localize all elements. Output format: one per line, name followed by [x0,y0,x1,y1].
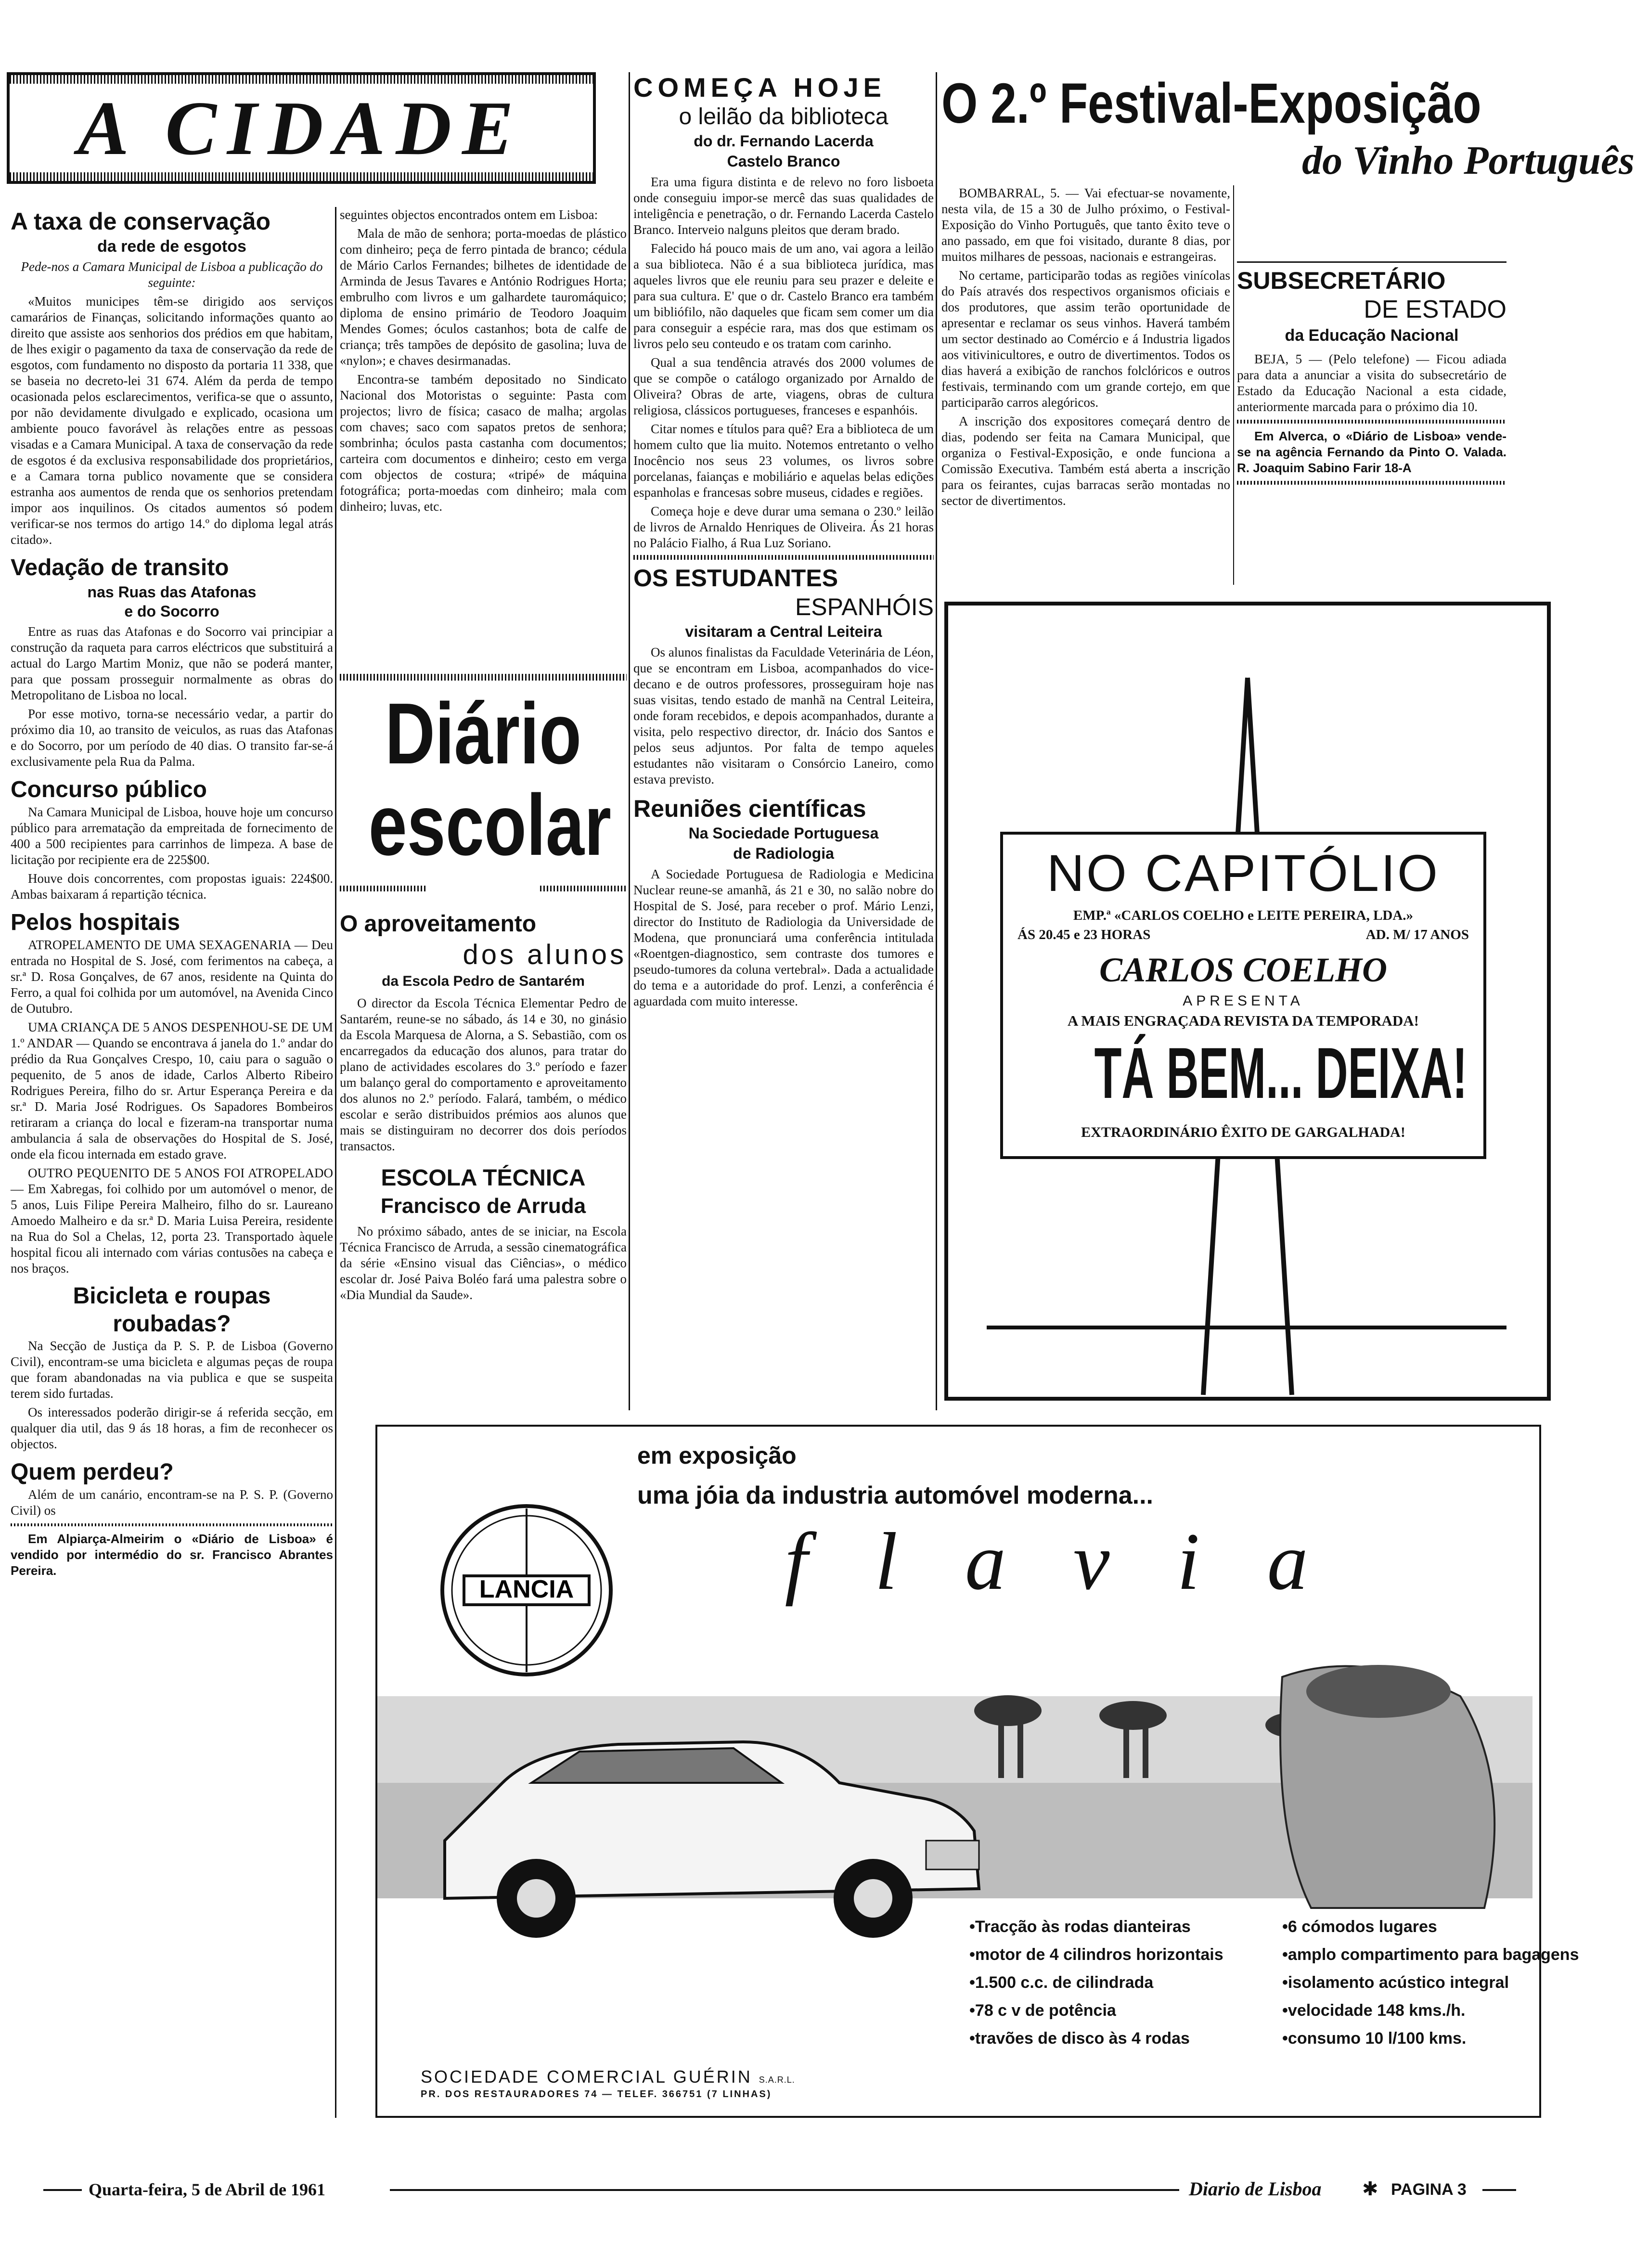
reunioes-subtitle-2: de Radiologia [733,845,834,862]
bicicleta-title-2: roubadas? [113,1311,231,1337]
footer-page: PAGINA 3 [1391,2180,1467,2199]
hospitais-p3: OUTRO PEQUENITO DE 5 ANOS FOI ATROPELADO — Em Xabregas, foi colhido por um automóvel o menor, de 5 anos, Luis Filipe Pereira Malheiro, filho do sr. Laureano Amoedo Malheiro e da sr.ª D. Maria Luisa Pereira, residente na Rua do Sol a Chelas, 12, porta 23. Transportado àquele hospital ficou ali internado com várias contusões na cabeça e nos braços. [11,1166,333,1276]
concurso-p1: Na Camara Municipal de Lisboa, houve hoje um concurso público para arrematação da empreitada de fornecimento de 400 a 500 recipientes para carrinhos de limpeza. A base de licitação por recipiente era de 225$00. [11,805,333,867]
festival-title-1: O 2.º Festival-Exposição [941,72,1481,135]
festival-p1: BOMBARRAL, 5. — Vai efectuar-se novamente, nesta vila, de 15 a 30 de Julho próximo, o Festival-Exposição do Vinho Português, que tanto êxito teve o ano passado, em que foi visitado, durante 8 dias, por muitos milhares de pessoas, nacionais e estrangeiras. [941,186,1230,264]
feature-right: •isolamento acústico integral [1282,1973,1509,1992]
escola-tecnica-title-2: Francisco de Arruda [380,1194,586,1218]
estudantes-title-1: OS ESTUDANTES [633,565,838,592]
subsecretario-subtitle: da Educação Nacional [1285,326,1459,345]
estudantes-title-2: ESPANHÓIS [795,593,934,620]
left-column [11,207,333,2152]
feature-left: •1.500 c.c. de cilindrada [969,1973,1154,1992]
taxa-lead: Pede-nos a Camara Municipal de Lisboa a publicação do seguinte: [21,259,323,290]
leilao-p3: Qual a sua tendência através dos 2000 volumes de que se compõe o catálogo organizado por Arnaldo de Oliveira? Obras de arte, viagens, obras de cultura religiosa, clássicos portugueses, franceses e espanhóis. [633,355,934,417]
subsecretario-title-2: DE ESTADO [1364,296,1506,323]
leilao-subtitle-2: Castelo Branco [727,153,840,170]
capitolio-venue: NO CAPITÓLIO [1046,844,1440,902]
reunioes-title: Reuniões científicas [633,795,866,822]
capitolio-emp: EMP.ª «CARLOS COELHO e LEITE PEREIRA, LDA.» [1073,908,1414,923]
festival-p3: A inscrição dos expositores começará dentro de dias, podendo ser feita na Camara Municipal, que organiza o Festival-Exposição, e onde funciona a Comissão Executiva. Também está aberta a inscrição para os feirantes, cujas barracas serão montadas no sector de divertimentos. [941,414,1230,508]
feature-left: •motor de 4 cilindros horizontais [969,1946,1223,1964]
leilao-p5: Começa hoje e deve durar uma semana o 230.º leilão de livros de Arnaldo Henriques de Oliveira. Ás 21 horas no Palácio Fialho, á Rua Luz Soriano. [633,504,934,550]
taxa-title: A taxa de conservação [11,208,271,235]
subsecretario-body: BEJA, 5 — (Pelo telefone) — Ficou adiada para data a anunciar a visita do subsecretário de Estado da Educação Nacional a esta cidade, anteriormente marcada para o próximo dia 10. [1237,352,1506,414]
footer-date: Quarta-feira, 5 de Abril de 1961 [89,2180,325,2199]
footer-star-icon: ✱ [1362,2178,1378,2200]
capitolio-board [1000,832,1486,1159]
hospitais-title: Pelos hospitais [11,910,180,935]
capitolio-age: AD. M/ 17 ANOS [1365,927,1469,942]
diario-escolar-line-2: escolar [368,777,611,874]
reunioes-body: A Sociedade Portuguesa de Radiologia e Medicina Nuclear reune-se amanhã, ás 21 e 30, no salão nobre do Hospital de S. José, para receber o prof. Mário Lenzi, director do Instituto de Radiologia da Universidade de Modena, que pronunciará uma conferência intitulada «Roentgen-diagnostico, sem contraste dos tumores e pseudo-tumores da coluna vertebral». Dada a actualidade do tema e a autoridade do prof. Lenzi, a conferência é aguardada com muito interesse. [633,867,934,1008]
bicicleta-title-1: Bicicleta e roupas [73,1283,271,1309]
vedacao-subtitle-1: nas Ruas das Atafonas [87,583,257,601]
flavia-line-2: uma jóia da industria automóvel moderna... [637,1482,1153,1509]
capitolio-show: TÁ BEM... DEIXA! [1094,1032,1468,1113]
diario-escolar-line-1: Diário [385,685,582,782]
third-column [633,72,934,1405]
feature-left: •travões de disco às 4 rodas [969,2029,1190,2048]
vedacao-subtitle-2: e do Socorro [124,603,219,620]
escola-tecnica-title-1: ESCOLA TÉCNICA [381,1165,586,1191]
capitolio-ad [944,602,1551,1401]
feature-right: •amplo compartimento para bagagens [1282,1946,1579,1964]
aproveitamento-subtitle-1: dos alunos [463,939,627,970]
hospitais-p1: ATROPELAMENTO DE UMA SEXAGENARIA — Deu entrada no Hospital de S. José, com ferimentos na cabeça, a sr.ª D. Rosa Gonçalves, de 67 anos, residente na Quinta do Ferro, a qual foi colhida por um automóvel, na Avenida Cinco de Outubro. [11,938,333,1016]
company-address: PR. DOS RESTAURADORES 74 — TELEF. 366751 (7 LINHAS) [421,2089,772,2100]
capitolio-times: ÁS 20.45 e 23 HORAS [1017,927,1151,942]
company-name [421,2067,795,2090]
estudantes-subtitle: visitaram a Central Leiteira [685,623,882,640]
second-column-top [340,207,627,683]
quem-p3: Encontra-se também depositado no Sindicato Nacional dos Motoristas o seguinte: Pasta com projectos; livro de física; casaco de malha; argolas com chaves; saco com sapatos pretos de senhora; sombrinha; óculos pasta castanha com documentos; carteira com documentos e dinheiro; cesto em verga com objectos de costura; «tripé» de máquina fotográfica; porta-moedas com dinheiro; mala com dinheiro; luvas, etc. [340,372,627,514]
company-name-text: SOCIEDADE COMERCIAL GUÉRIN [421,2067,752,2087]
flavia-line-1: em exposição [637,1442,797,1469]
alpiarca-note: Em Alpiarça-Almeirim o «Diário de Lisboa» é vendido por intermédio do sr. Francisco Abrantes Pereira. [11,1532,333,1578]
capitolio-presenter: CARLOS COELHO [1099,951,1388,989]
vedacao-p1: Entre as ruas das Atafonas e do Socorro vai principiar a construção da raqueta para carros eléctricos que substituirá a actual do Largo Martim Moniz, que não se poderá manter, para que possam prosseguir normalmente as obras do Metropolitano de Lisboa no local. [11,624,333,702]
vedacao-title: Vedação de transito [11,555,229,580]
feature-right: •consumo 10 l/100 kms. [1282,2029,1467,2048]
concurso-p2: Houve dois concorrentes, com propostas iguais: 224$00. Ambas baixaram á repartição técnica. [11,871,333,902]
feature-left: •78 c v de potência [969,2001,1116,2020]
festival-column-1 [941,185,1230,590]
aproveitamento-title: O aproveitamento [340,911,537,937]
leilao-p1: Era uma figura distinta e de relevo no foro lisboeta onde conseguiu impor-se mercê das suas qualidades de inteligência e penetração, o dr. Fernando Lacerda Castelo Branco. Interveio nalguns pleitos que deram brado. [633,175,934,237]
leilao-p4: Citar nomes e títulos para quê? Era a biblioteca de um homem culto que lia muito. Notemos entretanto o velho Inocêncio nos seus 23 volumes, os livros sobre porcelanas, faianças e mobiliário e aquelas belas edições espanholas e francesas sobre museus, cidades e regiões. [633,422,934,500]
bicicleta-p1: Na Secção de Justiça da P. S. P. de Lisboa (Governo Civil), encontram-se uma bicicleta e algumas peças de roupa que foram abandonadas na via publica e que se suspeita terem sido furtadas. [11,1339,333,1401]
aproveitamento-subtitle-2: da Escola Pedro de Santarém [382,973,585,989]
reunioes-subtitle-1: Na Sociedade Portuguesa [688,825,879,842]
diario-escolar-box [340,674,627,905]
capitolio-success: EXTRAORDINÁRIO ÊXITO DE GARGALHADA! [1081,1124,1405,1140]
festival-title-2: do Vinho Português [1302,138,1635,183]
leilao-title-2: o leilão da biblioteca [679,104,888,129]
taxa-subtitle: da rede de esgotos [97,237,246,256]
festival-column-2 [1237,185,1506,590]
quem-p2: Mala de mão de senhora; porta-moedas de plástico com dinheiro; peça de ferro pintada de branco; cédula de Mário Carlos Fernandes; bilhetes de identidade de Arminda de Jesus Tavares e António Rodrigues Horta; embrulho com livros e um galhardete tauromáquico; diploma de ensino primário de Teodoro Joaquim Mendes Gomes; óculos castanhos; bota de calfe de criança; três tampões de depósito de gasolina; luva de «nylon»; e chaves desirmanadas. [340,226,627,368]
flavia-ad [375,1425,1579,2118]
estudantes-body: Os alunos finalistas da Faculdade Veterinária de Léon, que se encontram em Lisboa, acompanhados do vice-decano e de outros professores, prosseguiram hoje nas suas visitas, tendo estado de manhã na Central Leiteira, onde foram recebidos, e depois acompanhados, durante a visita, pelo respectivo director, dr. Inácio dos Santos e pelos seus adjuntos. Por falta de tempo aqueles estudantes não visitaram o Consórcio Laneiro, como estava previsto. [633,645,934,786]
flavia-script: flavia [785,1516,1376,1607]
vedacao-p2: Por esse motivo, torna-se necessário vedar, a partir do próximo dia 10, ao transito de veiculos, as ruas das Atafonas e do Socorro, por um período de 40 dias. O transito far-se-á exclusivamente pela Rua da Palma. [11,707,333,769]
features-left [969,1913,1277,2052]
aproveitamento-body: O director da Escola Técnica Elementar Pedro de Santarém, reune-se no sábado, ás 14 e 30, no ginásio da Escola Marquesa de Alorna, a S. Sebastião, com os encarregados da educação dos alunos, para tratar do plano de actividades escolares do 3.º período e fazer um balanço geral do comportamento e aproveitamento dos alunos no 2.º período. Falará, também, o médico escolar e serão distribuidos prémios aos alunos que mais se distinguiram no decorrer dos dois períodos transactos. [340,996,627,1153]
festival-p2: No certame, participarão todas as regiões vinícolas do País através dos respectivos organismos oficiais e dos produtores, que assim terão oportunidade de apresentar e reclamar os seus vinhos. Haverá também um sector destinado ao Comércio e á Industria ligados aos vitivinicultores, e outro de divertimentos. Todos os dias haverá a exibição de ranchos folclóricos e outros festivais, terminando com um grande cortejo, em que participarão carros alegóricos. [941,268,1230,410]
capitolio-apresenta: APRESENTA [1183,993,1304,1009]
feature-left: •Tracção às rodas dianteiras [969,1918,1191,1936]
a-cidade-banner [7,72,596,184]
company-suffix: S.A.R.L. [759,2075,795,2085]
leilao-p2: Falecido há pouco mais de um ano, vai agora a leilão a sua biblioteca. Não é a sua biblioteca jurídica, mas aqueles livros que ele reuniu para seu prazer e deleite e para sua cultura. E' que o dr. Castelo Branco era também um bibliófilo, não daqueles que ficam sem comer um dia para conseguir a espécie rara, mas dos que estimam os livros pelo seu conteudo e os tratam com carinho. [633,241,934,351]
second-column-bottom [340,910,627,1405]
subsecretario-title-1: SUBSECRETÁRIO [1237,267,1446,294]
quem-p1: Além de um canário, encontram-se na P. S. P. (Governo Civil) os [11,1487,333,1518]
leilao-title-1: COMEÇA HOJE [633,72,886,103]
footer-paper: Diario de Lisboa [1189,2178,1322,2200]
feature-right: •velocidade 148 kms./h. [1282,2001,1466,2020]
capitolio-tagline: A MAIS ENGRAÇADA REVISTA DA TEMPORADA! [1067,1012,1419,1029]
a-cidade-title: A CIDADE [77,85,524,171]
quem-p1b: seguintes objectos encontrados ontem em Lisboa: [340,207,598,222]
festival-headline [941,72,1639,183]
hospitais-p2: UMA CRIANÇA DE 5 ANOS DESPENHOU-SE DE UM 1.º ANDAR — Quando se encontrava á janela do 1.º andar do prédio da Rua Gonçalves Crespo, 10, caiu para o saguão o pequenito, de 5 anos de idade, Carlos Alberto Ribeiro Rodrigues Pereira, filho do sr. Artur Esperança Pereira e da sr.ª D. Maria José Rodrigues. Os Sapadores Bombeiros retiraram a criança do local e fizeram-na transportar numa ambulancia á sala de observações do Hospital de S. José, onde ela ficou internada em estado grave. [11,1020,333,1161]
bicicleta-p2: Os interessados poderão dirigir-se á referida secção, em qualquer dia util, das 9 ás 18 horas, a fim de reconhecer os objectos. [11,1405,333,1451]
concurso-title: Concurso público [11,777,207,802]
quem-title: Quem perdeu? [11,1459,174,1485]
lancia-logo-text: LANCIA [479,1575,574,1603]
alverca-note: Em Alverca, o «Diário de Lisboa» vende-se na agência Fernando da Pinto O. Valada. R. Joaquim Sabino Farir 18-A [1237,429,1506,475]
leilao-subtitle-1: do dr. Fernando Lacerda [694,132,874,150]
escola-tecnica-body: No próximo sábado, antes de se iniciar, na Escola Técnica Francisco de Arruda, a sessão cinematográfica da série «Ensino visual das Ciências», o médico escolar dr. José Paiva Boléo fará uma palestra sobre o «Dia Mundial da Saude». [340,1224,627,1302]
taxa-body: «Muitos municipes têm-se dirigido aos serviços camarários de Finanças, solicitando informações quanto ao direito que assiste aos senhorios dos prédios em que habitam, de lhes exigir o pagamento da taxa de conservação da rede de esgotos, com fundamento no disposto da portaria 11 338, que se baseia no decreto-lei 31 674. Além da perda de tempo ocasionada pelos esclarecimentos, verifica-se que o assunto, por não devidamente divulgado e explicado, ocasiona um ambiente pouco favorável às relações entre as pessoas visadas e a Camara Municipal. A taxa de conservação da rede de esgotos é da exclusiva responsabilidade dos proprietários, e a Camara torna publico novamente que se considera estranha aos aumentos de renda que os senhorios pretendam impor aos inquilinos. Os citados aumentos só podem verificar-se nos termos do artigo 14.º do diploma legal atrás citado». [11,294,333,547]
features-right [1282,1913,1579,2052]
feature-right: •6 cómodos lugares [1282,1918,1437,1936]
page-footer [43,2176,1516,2204]
